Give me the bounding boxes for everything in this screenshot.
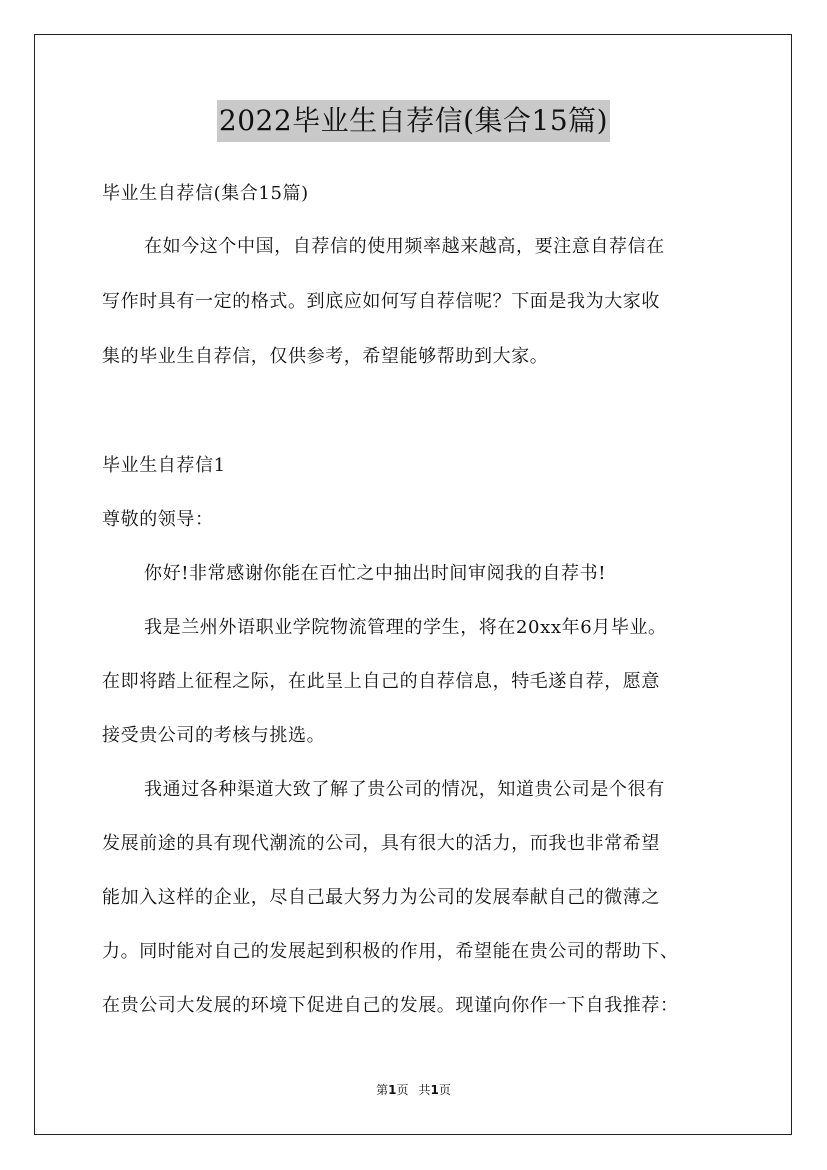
paragraph-line: 我通过各种渠道大致了解了贵公司的情况，知道贵公司是个很有 xyxy=(144,779,665,800)
subtitle-line: 毕业生自荐信(集合15篇) xyxy=(102,183,309,204)
paragraph-line: 接受贵公司的考核与挑选。 xyxy=(102,725,326,746)
paragraph-line: 你好!非常感谢你能在百忙之中抽出时间审阅我的自荐书! xyxy=(144,563,607,584)
paragraph-line: 发展前途的具有现代潮流的公司，具有很大的活力，而我也非常希望 xyxy=(102,833,660,854)
paragraph-line: 在如今这个中国，自荐信的使用频率越来越高，要注意自荐信在 xyxy=(144,236,665,257)
document-title: 2022毕业生自荐信(集合15篇) xyxy=(217,100,610,142)
total-prefix: 共 xyxy=(418,1083,431,1097)
salutation: 尊敬的领导： xyxy=(102,509,214,530)
title-container xyxy=(0,100,827,142)
page-suffix: 页 xyxy=(396,1083,409,1097)
total-suffix: 页 xyxy=(438,1083,451,1097)
section-heading: 毕业生自荐信1 xyxy=(102,455,226,476)
paragraph-line: 集的毕业生自荐信，仅供参考，希望能够帮助到大家。 xyxy=(102,346,549,367)
page-number: 1 xyxy=(388,1083,397,1097)
paragraph-line: 能加入这样的企业，尽自己最大努力为公司的发展奉献自己的微薄之 xyxy=(102,887,660,908)
page-footer xyxy=(0,1082,827,1098)
paragraph-line: 写作时具有一定的格式。到底应如何写自荐信呢？下面是我为大家收 xyxy=(102,291,660,312)
paragraph-line: 我是兰州外语职业学院物流管理的学生，将在20xx年6月毕业。 xyxy=(144,617,667,638)
paragraph-line: 在即将踏上征程之际，在此呈上自己的自荐信息，特毛遂自荐，愿意 xyxy=(102,671,660,692)
page-prefix: 第 xyxy=(376,1083,389,1097)
paragraph-line: 力。同时能对自己的发展起到积极的作用，希望能在贵公司的帮助下、 xyxy=(102,941,679,962)
total-pages: 1 xyxy=(430,1083,439,1097)
paragraph-line: 在贵公司大发展的环境下促进自己的发展。现谨向你作一下自我推荐： xyxy=(102,995,679,1016)
